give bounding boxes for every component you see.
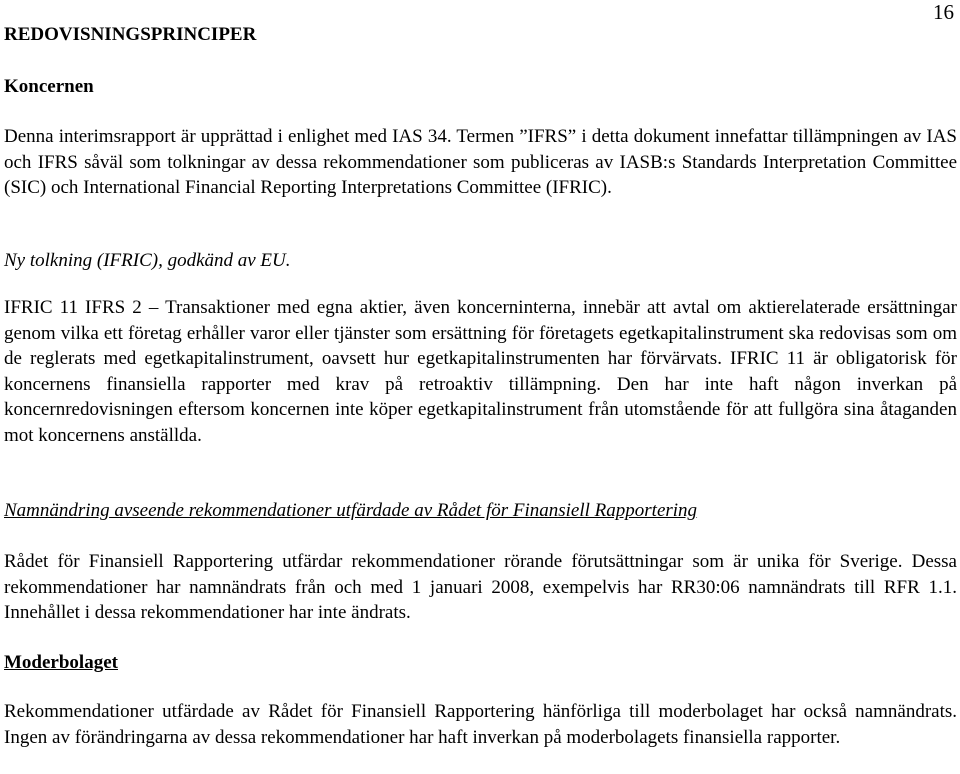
page-number: 16 [933,0,954,24]
koncernen-heading: Koncernen [4,76,94,97]
namnandring-paragraph: Rådet för Finansiell Rapportering utfärdar rekommendationer rörande förutsättningar som är unika för Sverige. Dessa rekommendationer har namnändrats från och med 1 januari 2008, exempelvis har RR30:06 namnändrats till RFR 1.1. Innehållet i dessa rekommendationer har inte ändrats. [4,551,957,624]
ny-tolkning-heading: Ny tolkning (IFRIC), godkänd av EU. [4,250,291,271]
moderbolaget-paragraph: Rekommendationer utfärdade av Rådet för Finansiell Rapportering hänförliga till moderbolaget har också namnändrats. Ingen av förändringarna av dessa rekommendationer har haft inverkan på moderbolagets finansiella rapporter. [4,701,957,748]
ny-tolkning-paragraph: IFRIC 11 IFRS 2 – Transaktioner med egna aktier, även koncerninterna, innebär att avtal om aktierelaterade ersättningar genom vilka ett företag erhåller varor eller tjänster som ersättning för företagets egetkapitalinstrument ska redovisas som om de reglerats med egetkapitalinstrument, oavsett hur egetkapitalinstrumenten har förvärvats. IFRIC 11 är obligatorisk för koncernens finansiella rapporter med krav på retroaktiv tillämpning. Den har inte haft någon inverkan på koncernredovisningen eftersom koncernen inte köper egetkapitalinstrument från utomstående för att fullgöra sina åtaganden mot koncernens anställda. [4,297,957,446]
section-title: REDOVISNINGSPRINCIPER [4,24,257,45]
moderbolaget-heading: Moderbolaget [4,652,118,673]
namnandring-heading: Namnändring avseende rekommendationer utfärdade av Rådet för Finansiell Rapportering [4,500,698,521]
document-page [4,0,957,774]
koncernen-paragraph: Denna interimsrapport är upprättad i enlighet med IAS 34. Termen ”IFRS” i detta dokument innefattar tillämpningen av IAS och IFRS såväl som tolkningar av dessa rekommendationer som publiceras av IASB:s Standards Interpretation Committee (SIC) och International Financial Reporting Interpretations Committee (IFRIC). [4,126,957,199]
